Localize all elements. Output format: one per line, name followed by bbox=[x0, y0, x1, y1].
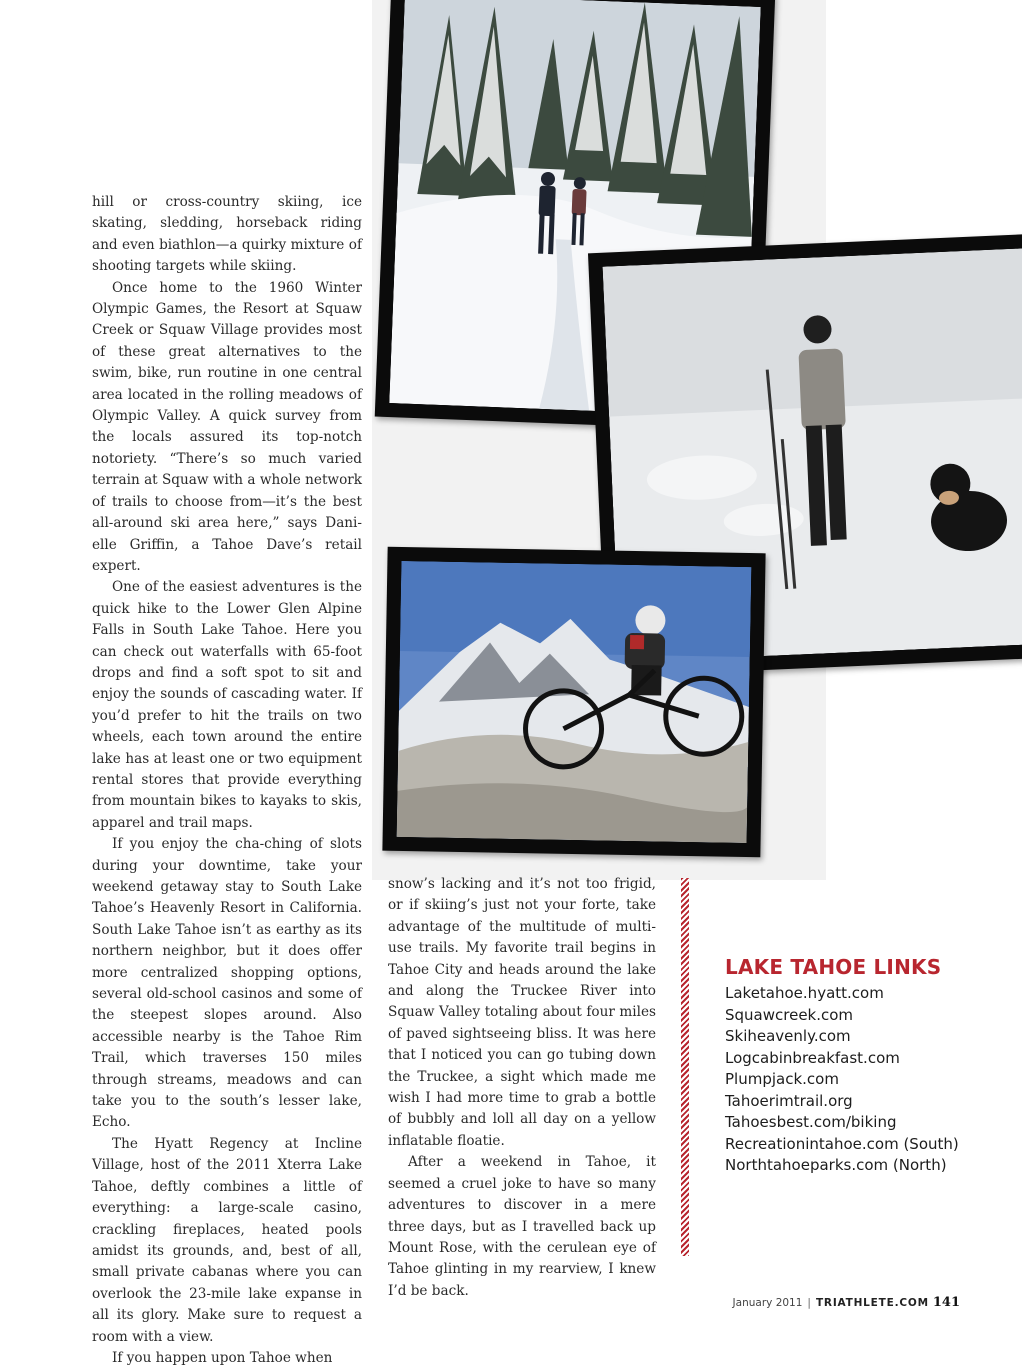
link-item[interactable]: Recreationintahoe.com (South) bbox=[725, 1134, 959, 1153]
page-footer bbox=[733, 1295, 960, 1310]
paragraph: Once home to the 1960 Winter Olympic Games, the Resort at Squaw Creek or Squaw Village provides most of these great alternatives to the swim, bike, run routine in one central area located in the rolling meadows of Olympic Valley. A quick survey from the locals assured its top-notch notoriety. “There’s so much varied terrain at Squaw with a whole network of trails to choose from—it’s the best all-around ski area here,” says Danielle Griffin, a Tahoe Dave’s retail expert. bbox=[92, 279, 362, 574]
page-number: 141 bbox=[932, 1295, 960, 1310]
lake-tahoe-links-sidebar bbox=[725, 955, 985, 1177]
link-item[interactable]: Squawcreek.com bbox=[725, 1005, 854, 1024]
link-item[interactable]: Tahoesbest.com/biking bbox=[725, 1113, 897, 1131]
mountain-bike-image bbox=[397, 561, 752, 843]
paragraph: One of the easiest adventures is the quick hike to the Lower Glen Alpine Falls in South Lake Tahoe. Here you can check out waterfalls with 65-foot drops and find a soft spot to sit and enjoy the sounds of cascading water. If you’d prefer to hit the trails on two wheels, each town around the entire lake has at least one or two equipment rental stores that provide everything from mountain bikes to kayaks to skis, apparel and trail maps. bbox=[92, 579, 362, 831]
article-column-2 bbox=[388, 874, 656, 1302]
paragraph: If you happen upon Tahoe when bbox=[112, 1349, 333, 1366]
site-name: TRIATHLETE.COM bbox=[815, 1297, 929, 1309]
issue-date: January 2011 bbox=[732, 1297, 803, 1309]
footer-separator: | bbox=[807, 1297, 811, 1309]
paragraph: snow’s lacking and it’s not too frigid, or if skiing’s just not your forte, take advantage of the multitude of multi-use trails. My favorite trail begins in Tahoe City and heads around the lake and along the Truckee River into Squaw Valley totaling about four miles of paved sightseeing bliss. It was here that I noticed you can go tubing down the Truckee, a sight which made me wish I had more time to grab a bottle of bubbly and loll all day on a yellow inflatable floatie. bbox=[388, 876, 656, 1149]
link-item[interactable]: Logcabinbreakfast.com bbox=[725, 1048, 900, 1067]
paragraph: After a weekend in Tahoe, it seemed a cruel joke to have so many adventures to discover in a mere three days, but as I travelled back up Mount Rose, with the cerulean eye of Tahoe glinting in my rearview, I knew I’d be back. bbox=[388, 1154, 656, 1299]
article-column-1 bbox=[92, 192, 362, 1369]
paragraph: The Hyatt Regency at Incline Village, host of the 2011 Xterra Lake Tahoe, deftly combines a little of everything: a large-scale casino, crackling fireplaces, heated pools amidst its grounds, and, best of all, small private cabanas where you can overlook the 23-mile lake expanse in all its glory. Make sure to request a room with a view. bbox=[92, 1135, 362, 1345]
link-item[interactable]: Plumpjack.com bbox=[725, 1070, 839, 1088]
link-item[interactable]: Northtahoeparks.com (North) bbox=[725, 1156, 947, 1174]
paragraph: If you enjoy the cha-ching of slots during your downtime, take your weekend getaway stay to South Lake Tahoe’s Heavenly Resort in California. South Lake Tahoe isn’t as earthy as its northern neighbor, but it does offer more centralized shopping options, several old-school casinos and some of the steepest slopes around. Also accessible nearby is the Tahoe Rim Trail, which traverses 150 miles through streams, meadows and can take you to the south’s lesser lake, Echo. bbox=[92, 836, 362, 1131]
red-hatched-divider bbox=[681, 878, 689, 1256]
sidebar-title: LAKE TAHOE LINKS bbox=[725, 955, 942, 979]
link-item[interactable]: Laketahoe.hyatt.com bbox=[725, 984, 884, 1002]
link-item[interactable]: Skiheavenly.com bbox=[725, 1027, 851, 1045]
photo-mountain-biker bbox=[382, 547, 765, 858]
links-list bbox=[725, 983, 985, 1177]
paragraph: hill or cross-country skiing, ice skating, sledding, horseback riding and even biathlon—a quirky mixture of shooting targets while skiing. bbox=[92, 194, 362, 275]
link-item[interactable]: Tahoerimtrail.org bbox=[725, 1091, 853, 1110]
